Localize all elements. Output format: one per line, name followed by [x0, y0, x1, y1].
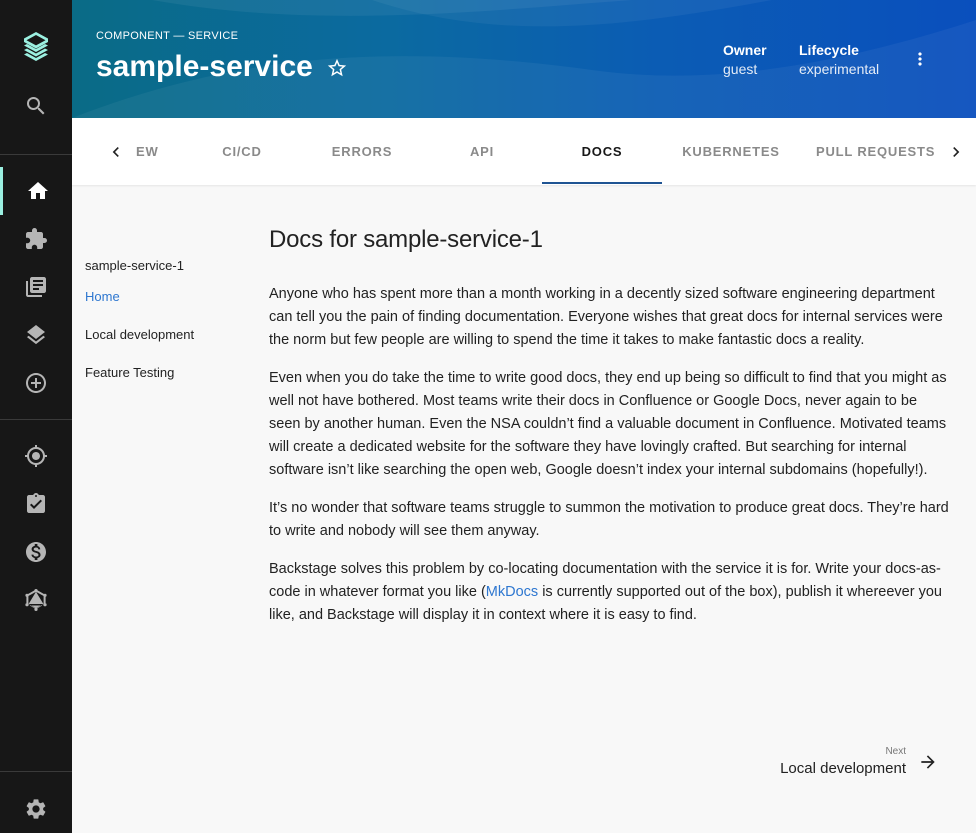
- mkdocs-link[interactable]: MkDocs: [485, 584, 539, 600]
- next-page-title: Local development: [780, 760, 906, 777]
- sidebar-item-docs[interactable]: [0, 263, 72, 311]
- tab-docs[interactable]: DOCS: [581, 144, 623, 159]
- doc-text: is currently supported out of the box), publish it whereever you like, and Backstage will display it in context where it is easy to find.: [269, 584, 942, 623]
- owner-label: Owner: [723, 42, 767, 58]
- layers-icon: [24, 323, 48, 347]
- doc-paragraph: [269, 558, 949, 627]
- home-icon: [26, 179, 50, 203]
- entity-type-label: COMPONENT — SERVICE: [96, 30, 239, 42]
- tab-kubernetes[interactable]: KUBERNETES: [682, 144, 780, 159]
- tab-cicd[interactable]: CI/CD: [222, 144, 262, 159]
- star-outline-icon: [326, 57, 348, 79]
- puzzle-icon: [24, 227, 48, 251]
- sidebar-item-cost-insights[interactable]: [0, 528, 72, 576]
- backstage-logo[interactable]: [0, 22, 72, 70]
- graphql-icon: [24, 588, 48, 612]
- lifecycle-value: experimental: [799, 61, 880, 77]
- favorite-button[interactable]: [326, 57, 348, 79]
- library-icon: [24, 275, 48, 299]
- more-options-button[interactable]: [910, 47, 930, 71]
- doc-paragraph: Anyone who has spent more than a month working in a decently sized software engineering department can tell you the pain of finding documentation. Everyone wishes that great docs for internal services were the norm but few people are willing to spend the time it takes to make fantastic docs a reality.: [269, 286, 943, 348]
- doc-heading: Docs for sample-service-1: [269, 226, 543, 253]
- lifecycle-label: Lifecycle: [799, 42, 859, 58]
- chevron-left-icon: [106, 142, 126, 162]
- more-vert-icon: [910, 49, 930, 69]
- tab-bar: [72, 118, 976, 185]
- sidebar-item-home[interactable]: [0, 167, 72, 215]
- doc-paragraph: It’s no wonder that software teams struggle to summon the motivation to produce great docs. They’re hard to write and nobody will see them anyway.: [269, 500, 949, 539]
- active-tab-indicator: [542, 182, 662, 184]
- doc-paragraph: Even when you do take the time to write good docs, they end up being so difficult to find that you might as well not have bothered. Most teams write their docs in Confluence or Google Docs, never again to be seen by another human. Even the NSA couldn’t find a valuable document in Confluence. Motivated teams will create a dedicated website for the software they have lovingly crafted. But searching for internal software isn’t like searching the open web, Google doesn’t index your internal subdomains (hopefully!).: [269, 370, 947, 478]
- tab-api[interactable]: API: [469, 144, 495, 159]
- gear-icon: [24, 797, 48, 821]
- sidebar-item-tech-radar[interactable]: [0, 432, 72, 480]
- tab-errors[interactable]: ERRORS: [331, 144, 393, 159]
- sidebar-item-graphiql[interactable]: [0, 576, 72, 624]
- docs-nav-local-development[interactable]: Local development: [85, 327, 195, 342]
- sidebar-item-explore[interactable]: [0, 311, 72, 359]
- chevron-right-icon: [946, 142, 966, 162]
- docs-nav-home[interactable]: Home: [85, 289, 120, 304]
- doc-text: Backstage solves this problem by co-locating documentation with the service it is for. Write your docs-as-code in whatever format you like (: [269, 561, 941, 600]
- dollar-icon: [24, 540, 48, 564]
- page-title: sample-service: [96, 50, 313, 83]
- owner-value[interactable]: guest: [723, 61, 758, 77]
- search-icon: [24, 94, 48, 118]
- sidebar-item-settings[interactable]: [0, 785, 72, 833]
- sidebar-divider: [0, 154, 72, 155]
- clipboard-check-icon: [24, 492, 48, 516]
- sidebar: [0, 0, 72, 833]
- tab-overview[interactable]: EW: [136, 144, 159, 159]
- logo-icon: [23, 31, 49, 61]
- sidebar-divider: [0, 419, 72, 420]
- next-label: Next: [885, 746, 906, 757]
- sidebar-item-search[interactable]: [0, 82, 72, 130]
- owner-meta: [723, 42, 767, 77]
- next-page-text: [780, 746, 906, 777]
- tab-scroll-left-button[interactable]: [104, 140, 128, 164]
- entity-header: [72, 0, 976, 118]
- docs-site-title: sample-service-1: [85, 258, 184, 273]
- next-page-link[interactable]: [780, 746, 938, 777]
- target-icon: [24, 444, 48, 468]
- tab-pull-requests[interactable]: PULL REQUESTS: [816, 144, 936, 159]
- docs-content: [269, 226, 949, 642]
- add-circle-icon: [24, 371, 48, 395]
- sidebar-item-create[interactable]: [0, 359, 72, 407]
- docs-nav-feature-testing[interactable]: Feature Testing: [85, 365, 175, 380]
- arrow-right-icon: [918, 752, 938, 777]
- tab-scroll-right-button[interactable]: [944, 140, 968, 164]
- sidebar-divider: [0, 771, 72, 772]
- sidebar-item-lighthouse[interactable]: [0, 480, 72, 528]
- sidebar-item-apis[interactable]: [0, 215, 72, 263]
- lifecycle-meta: [799, 42, 879, 77]
